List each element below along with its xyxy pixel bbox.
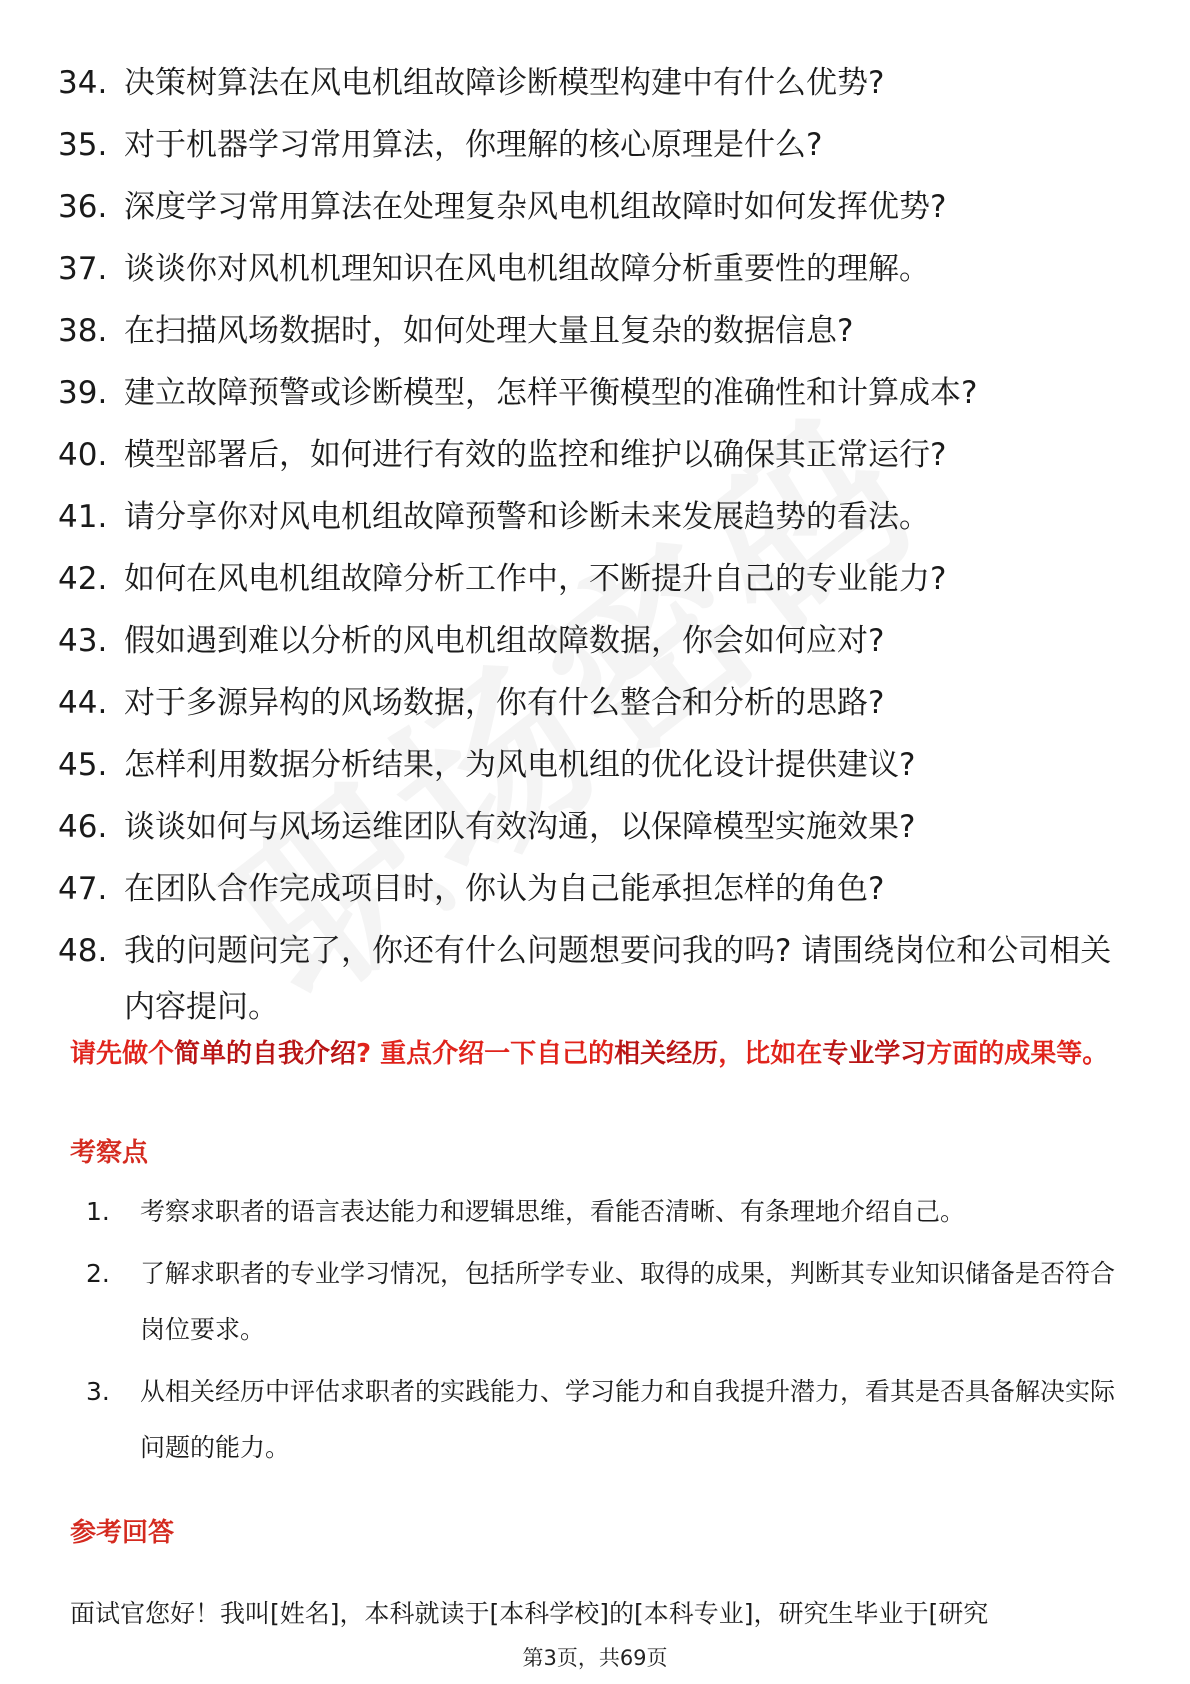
question-item (58, 238, 1138, 300)
question-text: 假如遇到难以分析的风电机组故障数据，你会如何应对? (124, 623, 885, 659)
key-point-number: 1. (86, 1197, 110, 1226)
intro-question-part: 方面的成果等。 (926, 1039, 1109, 1069)
question-item (58, 300, 1138, 362)
question-number: 37. (58, 251, 108, 287)
question-item (58, 176, 1138, 238)
question-number: 47. (58, 871, 108, 907)
question-item (58, 610, 1138, 672)
question-text: 我的问题问完了，你还有什么问题想要问我的吗? 请围绕岗位和公司相关内容提问。 (124, 933, 1112, 1025)
question-number: 36. (58, 189, 108, 225)
question-number: 43. (58, 623, 108, 659)
question-text: 请分享你对风电机组故障预警和诊断未来发展趋势的看法。 (124, 499, 930, 535)
question-item (58, 362, 1138, 424)
question-text: 谈谈如何与风场运维团队有效沟通，以保障模型实施效果? (124, 809, 916, 845)
key-points-heading: 考察点 (70, 1138, 149, 1168)
intro-question-highlight: 简单的自我介绍 (174, 1039, 357, 1069)
question-number: 34. (58, 65, 108, 101)
question-text: 谈谈你对风机机理知识在风电机组故障分析重要性的理解。 (124, 251, 930, 287)
reference-answer-heading: 参考回答 (70, 1518, 175, 1548)
intro-question-highlight: 相关经历 (614, 1039, 719, 1069)
question-number: 46. (58, 809, 108, 845)
question-text: 建立故障预警或诊断模型，怎样平衡模型的准确性和计算成本? (124, 375, 978, 411)
question-number: 44. (58, 685, 108, 721)
question-text: 怎样利用数据分析结果，为风电机组的优化设计提供建议? (124, 747, 916, 783)
question-number: 41. (58, 499, 108, 535)
intro-question-part: 请先做个 (70, 1039, 175, 1069)
question-number: 39. (58, 375, 108, 411)
question-text: 对于机器学习常用算法，你理解的核心原理是什么? (124, 127, 823, 163)
key-point-text: 考察求职者的语言表达能力和逻辑思维，看能否清晰、有条理地介绍自己。 (140, 1197, 966, 1226)
page-footer: 第3页，共69页 (522, 1646, 668, 1670)
question-text: 在扫描风场数据时，如何处理大量且复杂的数据信息? (124, 313, 854, 349)
key-point-text: 从相关经历中评估求职者的实践能力、学习能力和自我提升潜力，看其是否具备解决实际问题的能力。 (140, 1377, 1116, 1462)
intro-question-highlight: 专业学习 (822, 1039, 927, 1069)
question-number: 40. (58, 437, 108, 473)
question-text: 决策树算法在风电机组故障诊断模型构建中有什么优势? (124, 65, 885, 101)
question-list (58, 52, 1138, 1035)
question-number: 45. (58, 747, 108, 783)
question-text: 模型部署后，如何进行有效的监控和维护以确保其正常运行? (124, 437, 947, 473)
question-item (58, 672, 1138, 734)
question-text: 深度学习常用算法在处理复杂风电机组故障时如何发挥优势? (124, 189, 947, 225)
question-item (58, 424, 1138, 486)
question-item (58, 52, 1138, 114)
question-item (58, 923, 1138, 1035)
question-item (58, 858, 1138, 920)
question-item (58, 796, 1138, 858)
key-point-item (70, 1184, 1130, 1240)
key-point-item (70, 1364, 1130, 1476)
question-number: 38. (58, 313, 108, 349)
question-text: 如何在风电机组故障分析工作中，不断提升自己的专业能力? (124, 561, 947, 597)
question-number: 48. (58, 933, 108, 969)
key-point-number: 3. (86, 1377, 110, 1406)
question-item (58, 486, 1138, 548)
intro-question-part: ，比如在 (718, 1039, 823, 1069)
question-number: 42. (58, 561, 108, 597)
question-number: 35. (58, 127, 108, 163)
question-item (58, 114, 1138, 176)
reference-answer-text: 面试官您好！我叫[姓名]，本科就读于[本科学校]的[本科专业]，研究生毕业于[研究 (70, 1599, 989, 1628)
question-text: 对于多源异构的风场数据，你有什么整合和分析的思路? (124, 685, 885, 721)
intro-question (70, 1036, 1130, 1072)
key-point-item (70, 1246, 1130, 1358)
question-text: 在团队合作完成项目时，你认为自己能承担怎样的角色? (124, 871, 885, 907)
question-item (58, 734, 1138, 796)
question-item (58, 548, 1138, 610)
intro-question-part: ? 重点介绍一下自己的 (356, 1039, 615, 1069)
key-point-number: 2. (86, 1259, 110, 1288)
key-points-list (70, 1184, 1130, 1482)
key-point-text: 了解求职者的专业学习情况，包括所学专业、取得的成果，判断其专业知识储备是否符合岗位要求。 (140, 1259, 1116, 1344)
